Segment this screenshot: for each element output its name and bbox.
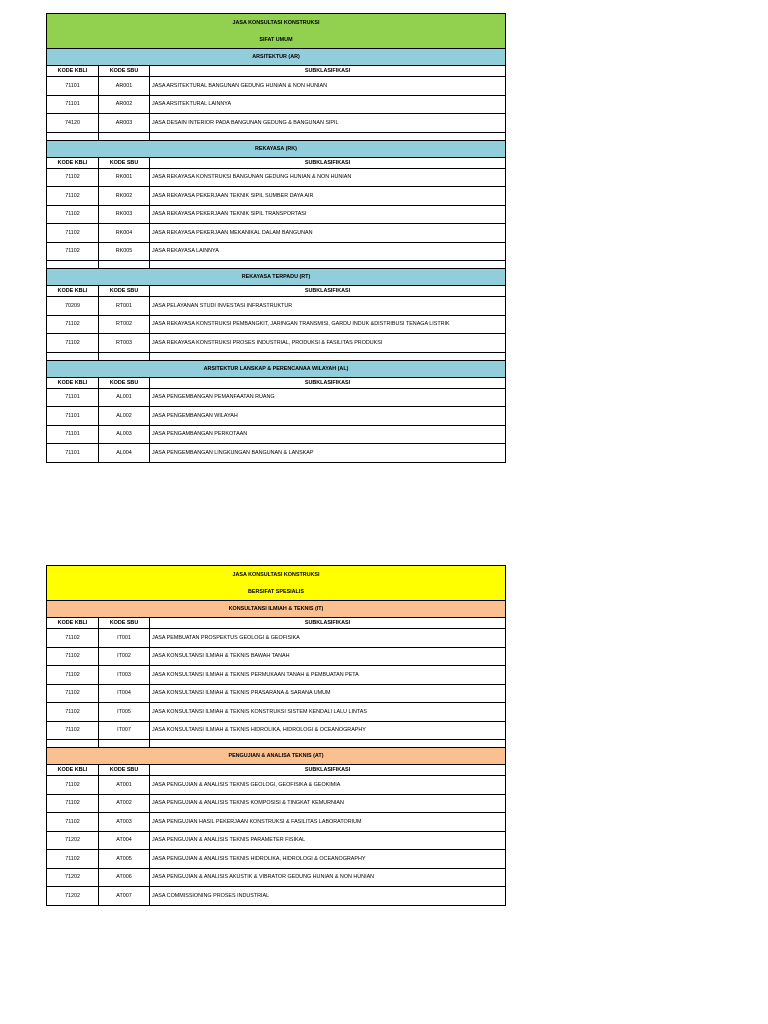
table-row <box>47 407 506 426</box>
kode-sbu-cell: AL001 <box>99 388 150 407</box>
subklasifikasi-cell: JASA COMMISSIONING PROSES INDUSTRIAL <box>150 887 506 906</box>
kode-sbu-cell: RT001 <box>99 297 150 316</box>
kode-sbu-cell: AT006 <box>99 868 150 887</box>
table-title: JASA KONSULTASI KONSTRUKSI <box>47 566 506 584</box>
kode-kbli-cell: 71102 <box>47 334 99 353</box>
table-title-row <box>47 566 506 584</box>
kode-kbli-header: KODE KBLI <box>47 377 99 388</box>
column-header-row <box>47 765 506 776</box>
subklasifikasi-cell: JASA KONSULTANSI ILMIAH & TEKNIS PRASARANA & SARANA UMUM <box>150 684 506 703</box>
kode-sbu-header: KODE SBU <box>99 286 150 297</box>
kode-kbli-header: KODE KBLI <box>47 66 99 77</box>
kode-sbu-header: KODE SBU <box>99 618 150 629</box>
section-header-row <box>47 140 506 157</box>
table-row <box>47 168 506 187</box>
kode-sbu-cell: AT002 <box>99 794 150 813</box>
empty-cell <box>150 352 506 360</box>
table-row <box>47 444 506 463</box>
subklasifikasi-cell: JASA PENGUJIAN & ANALISIS TEKNIS GEOLOGI, GEOFISIKA & GEOKIMIA <box>150 776 506 795</box>
kode-kbli-cell: 70209 <box>47 297 99 316</box>
empty-cell <box>99 132 150 140</box>
section-title: PENGUJIAN & ANALISA TEKNIS (AT) <box>47 748 506 765</box>
subklasifikasi-cell: JASA PELAYANAN STUDI INVESTASI INFRASTRUKTUR <box>150 297 506 316</box>
subklasifikasi-cell: JASA PENGUJIAN & ANALISIS AKUSTIK & VIBRATOR GEDUNG HUNIAN & NON HUNIAN <box>150 868 506 887</box>
kode-sbu-cell: AR002 <box>99 95 150 114</box>
empty-cell <box>150 261 506 269</box>
table-row <box>47 187 506 206</box>
table-row <box>47 721 506 740</box>
subklasifikasi-header: SUBKLASIFIKASI <box>150 765 506 776</box>
kode-kbli-header: KODE KBLI <box>47 157 99 168</box>
kode-sbu-header: KODE SBU <box>99 377 150 388</box>
kode-sbu-cell: AR003 <box>99 114 150 133</box>
table-row <box>47 868 506 887</box>
kode-kbli-cell: 71102 <box>47 721 99 740</box>
section-header-row <box>47 269 506 286</box>
empty-cell <box>47 132 99 140</box>
subklasifikasi-cell: JASA PENGEMBANGAN WILAYAH <box>150 407 506 426</box>
table-sifat-umum <box>46 13 506 463</box>
table-title: JASA KONSULTASI KONSTRUKSI <box>47 14 506 32</box>
table-row <box>47 850 506 869</box>
kode-kbli-cell: 74120 <box>47 114 99 133</box>
kode-kbli-cell: 71102 <box>47 315 99 334</box>
table-subtitle: SIFAT UMUM <box>47 31 506 49</box>
table-bersifat-spesialis <box>46 565 506 906</box>
kode-sbu-cell: RK004 <box>99 224 150 243</box>
kode-kbli-cell: 71101 <box>47 388 99 407</box>
table-body <box>47 14 506 463</box>
table-row <box>47 315 506 334</box>
subklasifikasi-cell: JASA KONSULTANSI ILMIAH & TEKNIS BAWAH TANAH <box>150 647 506 666</box>
section-header-row <box>47 601 506 618</box>
table-row <box>47 703 506 722</box>
kode-sbu-cell: IT001 <box>99 629 150 648</box>
kode-sbu-cell: AL003 <box>99 425 150 444</box>
empty-cell <box>47 261 99 269</box>
kode-sbu-cell: IT007 <box>99 721 150 740</box>
subklasifikasi-header: SUBKLASIFIKASI <box>150 66 506 77</box>
spacer-row <box>47 261 506 269</box>
kode-kbli-cell: 71102 <box>47 794 99 813</box>
kode-kbli-cell: 71102 <box>47 850 99 869</box>
section-header-row <box>47 49 506 66</box>
table-row <box>47 794 506 813</box>
kode-sbu-cell: AT007 <box>99 887 150 906</box>
kode-sbu-cell: IT003 <box>99 666 150 685</box>
table-row <box>47 887 506 906</box>
kode-sbu-cell: RT002 <box>99 315 150 334</box>
kode-kbli-cell: 71102 <box>47 776 99 795</box>
table-title-row <box>47 31 506 49</box>
kode-kbli-header: KODE KBLI <box>47 286 99 297</box>
kode-kbli-cell: 71102 <box>47 666 99 685</box>
kode-sbu-cell: RK003 <box>99 205 150 224</box>
subklasifikasi-cell: JASA PENGAMBANGAN PERKOTAAN <box>150 425 506 444</box>
subklasifikasi-cell: JASA ARSITEKTURAL BANGUNAN GEDUNG HUNIAN & NON HUNIAN <box>150 77 506 96</box>
subklasifikasi-header: SUBKLASIFIKASI <box>150 157 506 168</box>
empty-cell <box>150 740 506 748</box>
subklasifikasi-cell: JASA PENGUJIAN & ANALISIS TEKNIS PARAMETER FISIKAL <box>150 831 506 850</box>
section-title: REKAYASA (RK) <box>47 140 506 157</box>
column-header-row <box>47 377 506 388</box>
kode-sbu-cell: IT002 <box>99 647 150 666</box>
kode-sbu-cell: RK002 <box>99 187 150 206</box>
subklasifikasi-cell: JASA DESAIN INTERIOR PADA BANGUNAN GEDUNG & BANGUNAN SIPIL <box>150 114 506 133</box>
subklasifikasi-cell: JASA PENGUJIAN & ANALISIS TEKNIS HIDROLIKA, HIDROLOGI & OCEANOGRAPHY <box>150 850 506 869</box>
kode-kbli-header: KODE KBLI <box>47 765 99 776</box>
kode-kbli-cell: 71102 <box>47 224 99 243</box>
kode-kbli-cell: 71202 <box>47 831 99 850</box>
kode-kbli-cell: 71102 <box>47 703 99 722</box>
kode-kbli-cell: 71102 <box>47 813 99 832</box>
kode-sbu-cell: AL002 <box>99 407 150 426</box>
kode-sbu-cell: AR001 <box>99 77 150 96</box>
kode-sbu-cell: AT003 <box>99 813 150 832</box>
empty-cell <box>99 352 150 360</box>
subklasifikasi-cell: JASA KONSULTANSI ILMIAH & TEKNIS PERMUKAAN TANAH & PEMBUATAN PETA <box>150 666 506 685</box>
kode-kbli-cell: 71101 <box>47 77 99 96</box>
subklasifikasi-cell: JASA REKAYASA PEKERJAAN TEKNIK SIPIL TRANSPORTASI <box>150 205 506 224</box>
kode-sbu-header: KODE SBU <box>99 765 150 776</box>
kode-kbli-cell: 71102 <box>47 629 99 648</box>
empty-cell <box>150 132 506 140</box>
kode-kbli-cell: 71102 <box>47 168 99 187</box>
table-row <box>47 334 506 353</box>
table-row <box>47 813 506 832</box>
table-row <box>47 629 506 648</box>
subklasifikasi-cell: JASA REKAYASA KONSTRUKSI BANGUNAN GEDUNG HUNIAN & NON HUNIAN <box>150 168 506 187</box>
spacer-row <box>47 352 506 360</box>
kode-kbli-cell: 71202 <box>47 868 99 887</box>
table-row <box>47 831 506 850</box>
table-row <box>47 684 506 703</box>
kode-sbu-cell: RK005 <box>99 242 150 261</box>
subklasifikasi-cell: JASA PENGEMBANGAN LINGKUNGAN BANGUNAN & LANSKAP <box>150 444 506 463</box>
table-title-row <box>47 583 506 601</box>
kode-kbli-cell: 71102 <box>47 187 99 206</box>
table-row <box>47 388 506 407</box>
subklasifikasi-cell: JASA KONSULTANSI ILMIAH & TEKNIS KONSTRUKSI SISTEM KENDALI LALU LINTAS <box>150 703 506 722</box>
table-row <box>47 647 506 666</box>
subklasifikasi-cell: JASA REKAYASA LAINNYA <box>150 242 506 261</box>
table-row <box>47 297 506 316</box>
table-title-row <box>47 14 506 32</box>
subklasifikasi-cell: JASA REKAYASA KONSTRUKSI PROSES INDUSTRIAL, PRODUKSI & FASILITAS PRODUKSI <box>150 334 506 353</box>
kode-sbu-cell: AL004 <box>99 444 150 463</box>
column-header-row <box>47 66 506 77</box>
empty-cell <box>99 740 150 748</box>
table-body <box>47 566 506 906</box>
empty-cell <box>47 352 99 360</box>
empty-cell <box>47 740 99 748</box>
kode-sbu-header: KODE SBU <box>99 66 150 77</box>
subklasifikasi-cell: JASA PENGUJIAN HASIL PEKERJAAN KONSTRUKSI & FASILITAS LABORATORIUM <box>150 813 506 832</box>
table-row <box>47 205 506 224</box>
kode-kbli-cell: 71102 <box>47 205 99 224</box>
kode-sbu-header: KODE SBU <box>99 157 150 168</box>
section-title: ARSITEKTUR (AR) <box>47 49 506 66</box>
kode-sbu-cell: AT005 <box>99 850 150 869</box>
kode-kbli-cell: 71102 <box>47 647 99 666</box>
spacer-row <box>47 740 506 748</box>
section-header-row <box>47 360 506 377</box>
subklasifikasi-cell: JASA PEMBUATAN PROSPEKTUS GEOLOGI & GEOFISIKA <box>150 629 506 648</box>
subklasifikasi-header: SUBKLASIFIKASI <box>150 377 506 388</box>
subklasifikasi-cell: JASA KONSULTANSI ILMIAH & TEKNIS HIDROLIKA, HIDROLOGI & OCEANOGRAPHY <box>150 721 506 740</box>
column-header-row <box>47 157 506 168</box>
subklasifikasi-cell: JASA PENGUJIAN & ANALISIS TEKNIS KOMPOSISI & TINGKAT KEMURNIAN <box>150 794 506 813</box>
kode-kbli-header: KODE KBLI <box>47 618 99 629</box>
column-header-row <box>47 286 506 297</box>
kode-sbu-cell: AT001 <box>99 776 150 795</box>
section-title: REKAYASA TERPADU (RT) <box>47 269 506 286</box>
table-subtitle: BERSIFAT SPESIALIS <box>47 583 506 601</box>
kode-kbli-cell: 71102 <box>47 684 99 703</box>
kode-sbu-cell: RK001 <box>99 168 150 187</box>
column-header-row <box>47 618 506 629</box>
table-row <box>47 242 506 261</box>
subklasifikasi-cell: JASA ARSITEKTURAL LAINNYA <box>150 95 506 114</box>
kode-kbli-cell: 71202 <box>47 887 99 906</box>
spacer-row <box>47 132 506 140</box>
table-row <box>47 224 506 243</box>
table-row <box>47 425 506 444</box>
kode-kbli-cell: 71101 <box>47 425 99 444</box>
kode-sbu-cell: IT004 <box>99 684 150 703</box>
subklasifikasi-cell: JASA REKAYASA KONSTRUKSI PEMBANGKIT, JARINGAN TRANSMISI, GARDU INDUK &DISTRIBUSI TENAGA LISTRIK <box>150 315 506 334</box>
subklasifikasi-header: SUBKLASIFIKASI <box>150 286 506 297</box>
table-row <box>47 776 506 795</box>
kode-kbli-cell: 71101 <box>47 407 99 426</box>
section-header-row <box>47 748 506 765</box>
table-row <box>47 95 506 114</box>
subklasifikasi-cell: JASA REKAYASA PEKERJAAN MEKANIKAL DALAM BANGUNAN <box>150 224 506 243</box>
table-row <box>47 77 506 96</box>
kode-sbu-cell: AT004 <box>99 831 150 850</box>
subklasifikasi-cell: JASA PENGEMBANGAN PEMANFAATAN RUANG <box>150 388 506 407</box>
kode-sbu-cell: RT003 <box>99 334 150 353</box>
empty-cell <box>99 261 150 269</box>
section-title: KONSULTANSI ILMIAH & TEKNIS (IT) <box>47 601 506 618</box>
table-row <box>47 666 506 685</box>
subklasifikasi-cell: JASA REKAYASA PEKERJAAN TEKNIK SIPIL SUMBER DAYA AIR <box>150 187 506 206</box>
kode-kbli-cell: 71101 <box>47 444 99 463</box>
section-title: ARSITEKTUR LANSKAP & PERENCANAA WILAYAH (AL) <box>47 360 506 377</box>
kode-kbli-cell: 71101 <box>47 95 99 114</box>
table-row <box>47 114 506 133</box>
kode-kbli-cell: 71102 <box>47 242 99 261</box>
subklasifikasi-header: SUBKLASIFIKASI <box>150 618 506 629</box>
kode-sbu-cell: IT005 <box>99 703 150 722</box>
